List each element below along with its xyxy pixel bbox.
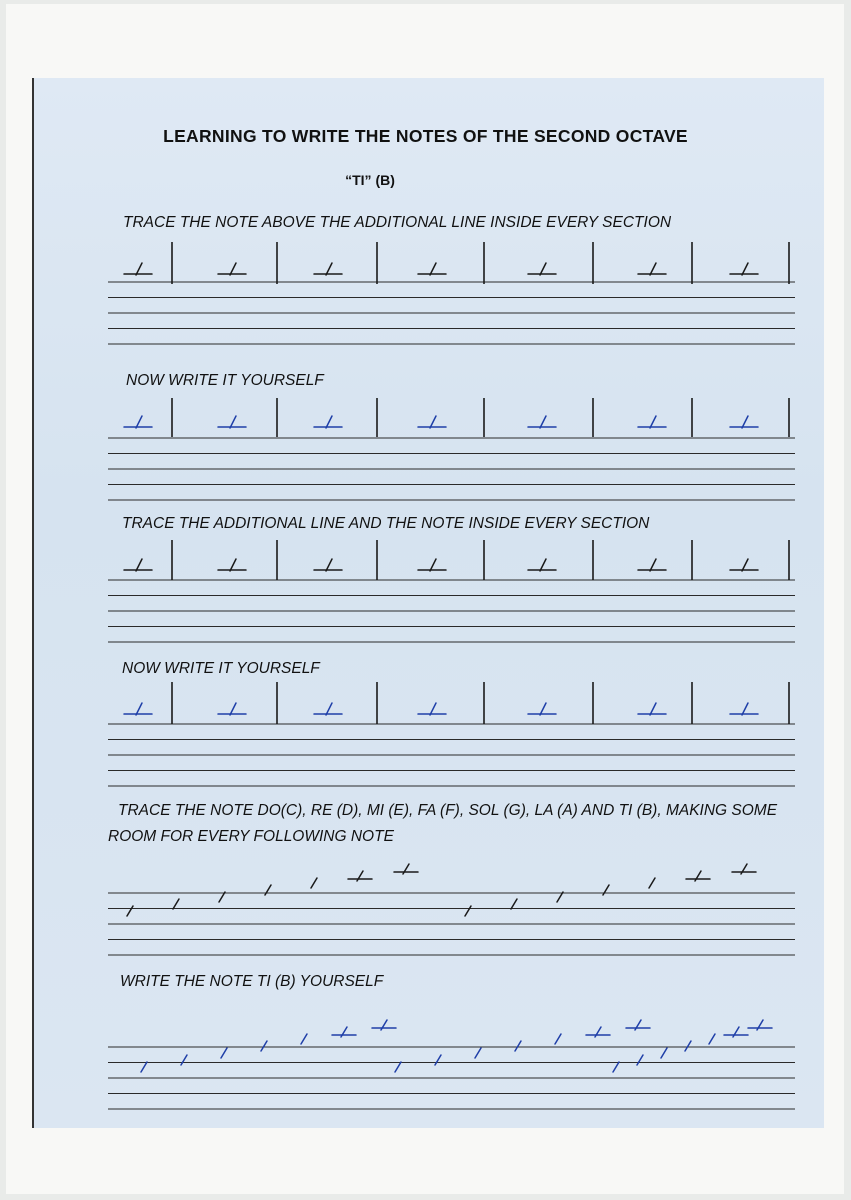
scale-note <box>613 1062 619 1072</box>
note-ti <box>540 263 546 275</box>
note-ti <box>430 559 436 571</box>
note-ti <box>650 559 656 571</box>
note-ti <box>430 416 436 428</box>
note-ti <box>136 703 142 715</box>
note-ti <box>650 416 656 428</box>
scale-note <box>311 878 317 888</box>
note-ti <box>540 416 546 428</box>
instruction-write-scale: WRITE THE NOTE TI (B) YOURSELF <box>120 973 384 990</box>
instruction-trace-line-and-note: TRACE THE ADDITIONAL LINE AND THE NOTE INSIDE EVERY SECTION <box>122 515 650 532</box>
instruction-write-note-2: NOW WRITE IT YOURSELF <box>122 660 320 677</box>
scale-note <box>261 1041 267 1051</box>
scale-note <box>475 1048 481 1058</box>
scale-note <box>181 1055 187 1065</box>
scale-note <box>555 1034 561 1044</box>
note-ti <box>430 263 436 275</box>
scale-note <box>515 1041 521 1051</box>
scale-note <box>221 1048 227 1058</box>
scale-note <box>301 1034 307 1044</box>
note-ti <box>136 263 142 275</box>
scale-note <box>127 906 133 916</box>
note-ti <box>742 703 748 715</box>
note-ti <box>430 703 436 715</box>
note-ti <box>230 263 236 275</box>
note-ti <box>540 703 546 715</box>
scale-note <box>685 1041 691 1051</box>
note-ti <box>326 416 332 428</box>
note-ti <box>326 263 332 275</box>
scale-note <box>661 1048 667 1058</box>
note-ti <box>540 559 546 571</box>
note-ti <box>136 559 142 571</box>
instruction-trace-scale-line2: ROOM FOR EVERY FOLLOWING NOTE <box>108 828 394 845</box>
scale-note <box>637 1055 643 1065</box>
note-ti <box>650 703 656 715</box>
worksheet-title: LEARNING TO WRITE THE NOTES OF THE SECOND OCTAVE <box>163 126 688 146</box>
scale-note <box>709 1034 715 1044</box>
note-ti <box>230 559 236 571</box>
scale-note <box>435 1055 441 1065</box>
scale-note <box>173 899 179 909</box>
note-ti <box>650 263 656 275</box>
scale-note <box>511 899 517 909</box>
note-ti <box>742 416 748 428</box>
note-ti <box>326 559 332 571</box>
scale-note <box>395 1062 401 1072</box>
note-ti <box>230 416 236 428</box>
instruction-trace-note: TRACE THE NOTE ABOVE THE ADDITIONAL LINE INSIDE EVERY SECTION <box>123 214 672 231</box>
scale-note <box>649 878 655 888</box>
note-ti <box>742 559 748 571</box>
note-ti <box>230 703 236 715</box>
note-ti <box>136 416 142 428</box>
note-ti <box>326 703 332 715</box>
instruction-write-note: NOW WRITE IT YOURSELF <box>126 372 324 389</box>
note-ti <box>742 263 748 275</box>
scale-note <box>465 906 471 916</box>
instruction-trace-scale-line1: TRACE THE NOTE DO(C), RE (D), MI (E), FA (F), SOL (G), LA (A) AND TI (B), MAKING SOME <box>118 802 778 819</box>
worksheet-subtitle: “TI” (B) <box>345 172 395 188</box>
scale-note <box>141 1062 147 1072</box>
